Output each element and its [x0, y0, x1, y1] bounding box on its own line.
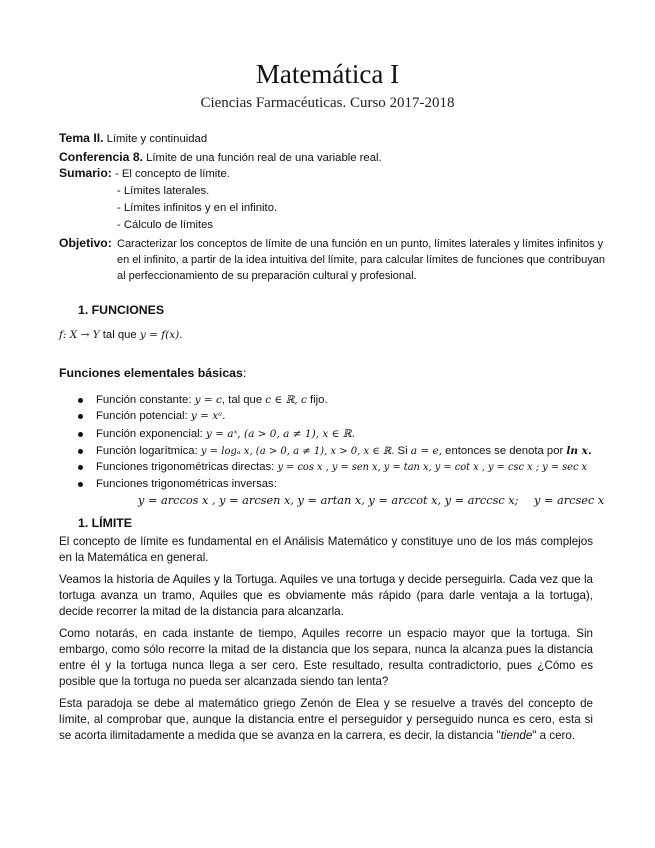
- paradoja-italic: tiende: [500, 729, 533, 742]
- list-item: [96, 444, 592, 459]
- item-text: Si: [394, 445, 411, 457]
- objetivo-line: en el infinito, a partir de la idea intuitiva del límite, para calcular límites de funciones que contribuyan: [117, 254, 605, 266]
- list-item: [96, 460, 587, 475]
- conferencia-label: Conferencia 8.: [59, 150, 143, 164]
- section-heading-funciones: 1. FUNCIONES: [78, 303, 165, 317]
- paradoja-text: Esta paradoja se debe al matemático griego Zenón de Elea y se resuelve a través del concepto de límite, al comprobar que, aunque la distancia entre el perseguidor y perseguido nunca es cero, esta si se acorta ilimitadamente a medida que se avanza en la carrera, es decir, la distancia ": [59, 697, 593, 742]
- objetivo-line: Caracterizar los conceptos de límite de una función en un punto, límites laterales y límites infinitos y: [117, 238, 604, 250]
- sumario-item: - Límites infinitos y en el infinito.: [117, 202, 278, 214]
- tema-label: Tema II.: [59, 131, 104, 145]
- definition-text: tal que: [99, 329, 140, 341]
- item-text: fijo.: [306, 394, 328, 406]
- list-item: [96, 477, 277, 492]
- sumario-line: [59, 166, 230, 182]
- document-title: Matemática I: [255, 59, 400, 89]
- list-item: [96, 393, 328, 408]
- item-label: Función constante:: [96, 394, 195, 406]
- sumario-item: - Cálculo de límites: [117, 219, 214, 231]
- conferencia-text: Límite de una función real de una variable real.: [146, 152, 382, 164]
- formula: a = e,: [410, 445, 443, 457]
- formula: y = aˣ, (a > 0, a ≠ 1), x ∈ ℝ.: [205, 428, 355, 440]
- paragraph-aquiles: Veamos la historia de Aquiles y la Tortuga. Aquiles ve una tortuga y decide perseguirla. Cada vez que la tortuga avanza un tramo, Aquiles que es obviamente más rápido (para darle ventaja a la tortuga), decide recorrer la mitad de la distancia para alcanzarla.: [59, 573, 593, 618]
- formula: y = logₐ x, (a > 0, a ≠ 1), x > 0, x ∈ ℝ.: [200, 446, 395, 457]
- item-text: entonces se denota por: [442, 445, 567, 457]
- list-item: [96, 409, 225, 424]
- bullet-icon: [78, 449, 83, 454]
- paragraph-limite-intro: El concepto de límite es fundamental en el Análisis Matemático y constituye uno de los más complejos en la Matemática en general.: [59, 535, 593, 564]
- formula: y = c: [194, 394, 222, 406]
- sumario-label: Sumario:: [59, 166, 112, 180]
- tema-line: [59, 131, 207, 147]
- paragraph-paradoja: [59, 696, 593, 744]
- formula: f: X → Y: [59, 329, 100, 341]
- sumario-item: - El concepto de límite.: [114, 168, 230, 180]
- tema-text: Límite y continuidad: [106, 133, 208, 145]
- bullet-icon: [78, 414, 83, 419]
- objetivo-label-text: Objetivo:: [59, 236, 112, 250]
- formula: c ∈ ℝ, c: [265, 394, 307, 406]
- elementales-heading: [59, 365, 246, 381]
- document-subtitle: Ciencias Farmacéuticas. Curso 2017-2018: [200, 95, 455, 111]
- item-label: Función potencial:: [96, 410, 191, 422]
- formula: ln x.: [566, 445, 592, 457]
- bullet-icon: [78, 398, 83, 403]
- item-label: Función logarítmica:: [96, 445, 201, 457]
- item-text: , tal que: [221, 394, 266, 406]
- bullet-icon: [78, 432, 83, 437]
- formula: y = f(x).: [139, 329, 183, 341]
- inverse-trig-formulas: y = arccos x , y = arcsen x, y = artan x, y = arccot x, y = arccsc x;: [138, 494, 519, 507]
- elementales-heading-colon: :: [242, 366, 247, 380]
- paradoja-text-end: " a cero.: [532, 729, 576, 742]
- section-heading-limite: 1. LÍMITE: [78, 516, 132, 530]
- conferencia-line: [59, 150, 382, 166]
- function-definition: [59, 328, 183, 343]
- bullet-icon: [78, 465, 83, 470]
- item-label: Funciones trigonométricas directas:: [96, 461, 278, 473]
- bullet-icon: [78, 482, 83, 487]
- formula: y = xᵃ.: [190, 410, 226, 422]
- paragraph-como-notaras: Como notarás, en cada instante de tiempo, Aquiles recorre un espacio mayor que la tortuga. Sin embargo, como sólo recorre la mitad de la distancia que los separa, nunca la alcanza pues la distancia entre él y la tortuga nunca llega a ser cero. Este resultado, resulta contradictorio, pues ¿Cómo es posible que la tortuga no pueda ser alcanzada siendo tan lenta?: [59, 627, 593, 688]
- formula: y = cos x , y = sen x, y = tan x, y = cot x , y = csc x ; y = sec x: [277, 462, 588, 473]
- objetivo-label: [59, 236, 112, 252]
- item-label: Funciones trigonométricas inversas:: [96, 478, 277, 490]
- objetivo-line: al perfeccionamiento de su preparación cultural y profesional.: [117, 270, 417, 282]
- item-label: Función exponencial:: [96, 428, 206, 440]
- sumario-item: - Límites laterales.: [117, 185, 210, 197]
- inverse-trig-formula-arcsec: y = arcsec x: [534, 494, 605, 507]
- elementales-heading-text: Funciones elementales básicas: [59, 366, 243, 380]
- list-item: [96, 427, 355, 442]
